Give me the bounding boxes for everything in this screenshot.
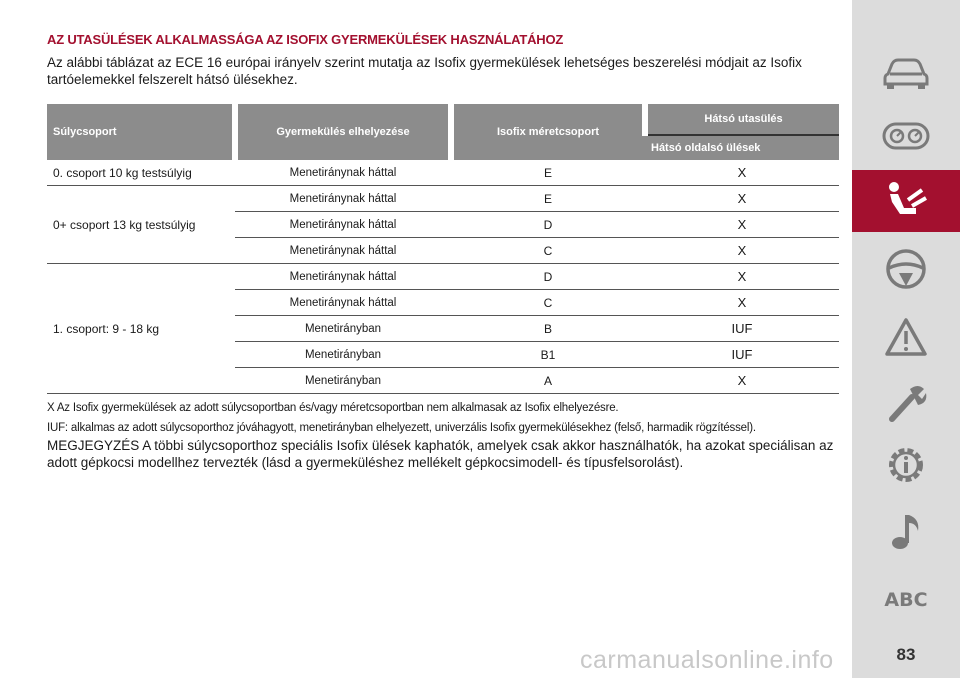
table-row: [47, 160, 839, 186]
nav-maintenance[interactable]: [852, 372, 960, 434]
isofix-table: [47, 104, 839, 394]
warning-triangle-icon: [884, 317, 928, 357]
placement-cell: Menetirányban: [235, 368, 451, 394]
header-rear-seat: Hátsó utasülés: [645, 104, 839, 135]
header-rear-side: Hátsó oldalsó ülések: [645, 135, 839, 160]
suitability-cell: X: [645, 160, 839, 186]
placement-cell: Menetiránynak háttal: [235, 186, 451, 212]
placement-cell: Menetiránynak háttal: [235, 264, 451, 290]
steering-wheel-icon: [885, 248, 927, 290]
suitability-cell: X: [645, 186, 839, 212]
nav-multimedia[interactable]: [852, 500, 960, 562]
table-notes: [47, 398, 839, 438]
car-icon: [882, 54, 930, 90]
group-label: 1. csoport: 9 - 18 kg: [47, 264, 235, 394]
watermark: carmanualsonline.info: [580, 646, 834, 674]
size-class-cell: B1: [451, 342, 645, 368]
x-note: X Az Isofix gyermekülések az adott súlycsoportban és/vagy méretcsoportban nem alkalmasak az Isofix elhelyezésre.: [47, 402, 619, 414]
placement-cell: Menetiránynak háttal: [235, 290, 451, 316]
placement-cell: Menetiránynak háttal: [235, 212, 451, 238]
nav-safety[interactable]: [852, 170, 960, 232]
remark-paragraph: MEGJEGYZÉS A többi súlycsoporthoz speciális Isofix ülések kaphatók, amelyek csak akkor használhatók, ha azokat speciálisan az adott gépkocsi modellhez tervezték (lásd a gyermeküléshez mellékelt gépkocsimodell- és típusfelsorolást).: [47, 438, 834, 470]
suitability-cell: IUF: [645, 342, 839, 368]
music-note-icon: [888, 509, 924, 553]
suitability-cell: IUF: [645, 316, 839, 342]
size-class-cell: D: [451, 212, 645, 238]
header-placement: Gyermekülés elhelyezése: [235, 104, 451, 160]
table-row: [47, 264, 839, 290]
header-group: Súlycsoport: [47, 104, 235, 160]
nav-index[interactable]: [852, 582, 960, 618]
dashboard-gauges-icon: [882, 121, 930, 151]
page-number: 83: [896, 645, 916, 664]
nav-technical[interactable]: [852, 434, 960, 496]
suitability-cell: X: [645, 212, 839, 238]
page-title: AZ UTASÜLÉSEK ALKALMASSÁGA AZ ISOFIX GYERMEKÜLÉSEK HASZNÁLATÁHOZ: [47, 32, 564, 47]
seat-airbag-icon: [882, 180, 930, 222]
intro-paragraph: Az alábbi táblázat az ECE 16 európai irányelv szerint mutatja az Isofix gyermekülések lehetséges beszerelési módjait az Isofix tartóelemekkel felszerelt hátsó ülésekhez.: [47, 55, 802, 87]
chapter-sidebar: [852, 0, 960, 678]
suitability-cell: X: [645, 264, 839, 290]
placement-cell: Menetirányban: [235, 316, 451, 342]
size-class-cell: E: [451, 160, 645, 186]
group-label: 0+ csoport 13 kg testsúlyig: [47, 186, 235, 264]
group-label: 0. csoport 10 kg testsúlyig: [47, 160, 235, 186]
nav-car[interactable]: [852, 42, 960, 102]
abc-index-label: ABC: [884, 589, 928, 611]
size-class-cell: E: [451, 186, 645, 212]
placement-cell: Menetiránynak háttal: [235, 238, 451, 264]
nav-dashboard[interactable]: [852, 106, 960, 166]
placement-cell: Menetiránynak háttal: [235, 160, 451, 186]
gear-info-icon: [884, 443, 928, 487]
placement-cell: Menetirányban: [235, 342, 451, 368]
iuf-note: IUF: alkalmas az adott súlycsoporthoz jóváhagyott, menetirányban elhelyezett, univerzális Isofix gyermekülésekhez (felső, harmadik rögzítéssel).: [47, 422, 756, 434]
size-class-cell: B: [451, 316, 645, 342]
size-class-cell: C: [451, 290, 645, 316]
wrench-icon: [884, 381, 928, 425]
nav-warnings[interactable]: [852, 306, 960, 368]
suitability-cell: X: [645, 238, 839, 264]
table-row: [47, 186, 839, 212]
suitability-cell: X: [645, 290, 839, 316]
header-size-class: Isofix méretcsoport: [451, 104, 645, 160]
suitability-cell: X: [645, 368, 839, 394]
size-class-cell: D: [451, 264, 645, 290]
nav-driving[interactable]: [852, 238, 960, 300]
size-class-cell: A: [451, 368, 645, 394]
size-class-cell: C: [451, 238, 645, 264]
